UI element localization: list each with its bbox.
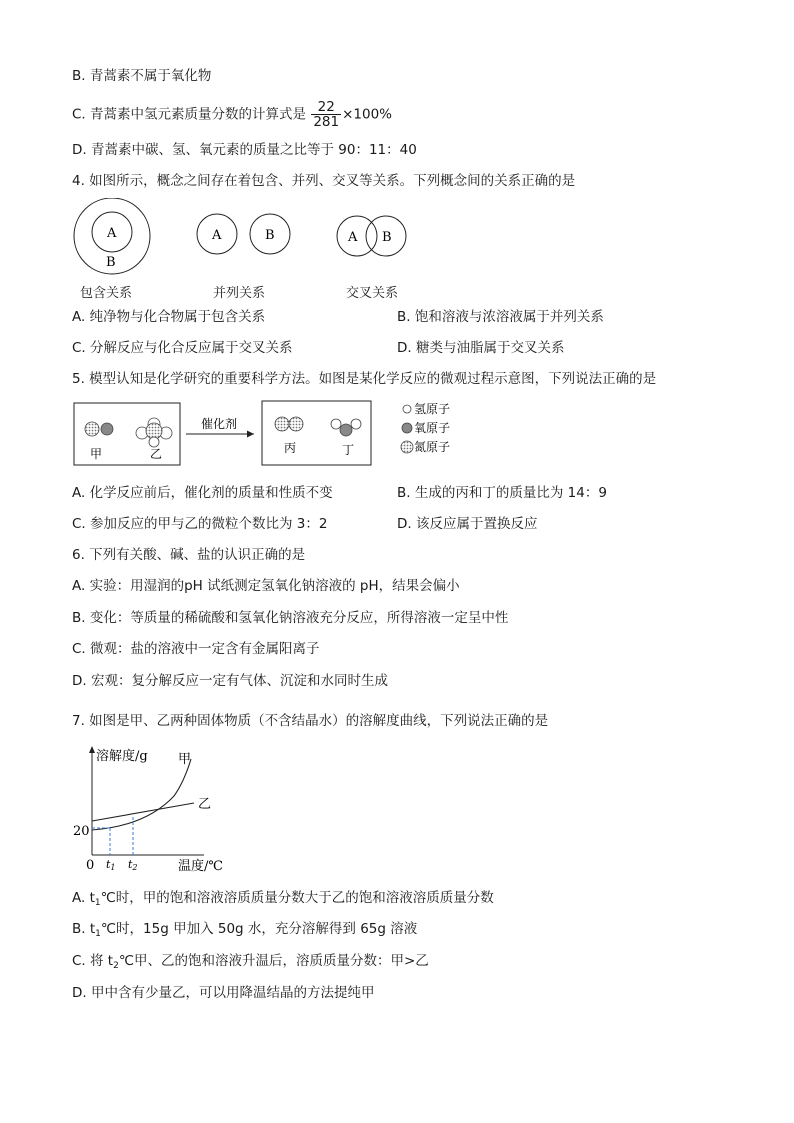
nitrogen-atom <box>85 422 99 436</box>
curve-label-yi: 乙 <box>198 797 212 812</box>
q6-option-a: A. 实验：用湿润的pH 试纸测定氢氧化钠溶液的 pH，结果会偏小 <box>72 578 460 594</box>
q4-option-a: A. 纯净物与化合物属于包含关系 <box>72 309 266 325</box>
q7-option-a <box>72 889 494 909</box>
hydrogen-atom <box>331 419 341 429</box>
hydrogen-fraction <box>311 100 341 129</box>
q7-option-c <box>72 952 429 972</box>
q7-stem: 7. 如图是甲、乙两种固体物质（不含结晶水）的溶解度曲线，下列说法正确的是 <box>72 713 549 729</box>
label-ding: 丁 <box>342 443 355 457</box>
q3-option-b: B. 青蒿素不属于氧化物 <box>72 68 212 84</box>
caption-containment: 包含关系 <box>80 286 133 301</box>
x-axis-label: 温度/℃ <box>178 859 223 874</box>
q5-option-c: C. 参加反应的甲与乙的微粒个数比为 3：2 <box>72 516 328 532</box>
oxygen-atom <box>340 424 352 436</box>
micro-reaction-diagram <box>70 396 470 472</box>
q6-stem: 6. 下列有关酸、碱、盐的认识正确的是 <box>72 547 306 563</box>
caption-parallel: 并列关系 <box>213 286 266 301</box>
q3-option-d: D. 青蒿素中碳、氢、氧元素的质量之比等于 90：11：40 <box>72 142 417 158</box>
q7-option-a-prefix: A. t <box>72 890 95 906</box>
q4-option-b: B. 饱和溶液与浓溶液属于并列关系 <box>397 309 604 325</box>
fraction-numerator: 22 <box>311 100 341 115</box>
fraction-denominator: 281 <box>313 114 340 130</box>
q3-option-c <box>72 100 392 129</box>
arrow-head <box>247 431 254 438</box>
curve-jia <box>92 759 191 830</box>
q3-option-c-suffix: ×100% <box>342 106 393 123</box>
q7-option-a-text: ℃时，甲的饱和溶液溶质质量分数大于乙的饱和溶液溶质质量分数 <box>100 890 494 906</box>
oxygen-atom <box>101 423 113 435</box>
solubility-curve-graph <box>66 742 246 876</box>
label-bing: 丙 <box>284 441 297 455</box>
tick-t1: t1 <box>106 858 116 872</box>
label-jia: 甲 <box>90 447 103 461</box>
y-axis-label: 溶解度/g <box>96 749 148 764</box>
q5-option-d: D. 该反应属于置换反应 <box>397 516 538 532</box>
q4-option-d: D. 糖类与油脂属于交叉关系 <box>397 340 565 356</box>
hydrogen-atom <box>149 437 159 447</box>
cross-label-b: B <box>382 230 392 245</box>
nitrogen-atom <box>275 417 289 431</box>
q3-option-c-text: C. 青蒿素中氢元素质量分数的计算式是 <box>72 106 307 123</box>
q7-option-a-subscript: 1 <box>94 898 101 908</box>
product-box <box>262 401 371 465</box>
legend-oxygen: 氧原子 <box>414 421 451 435</box>
q7-option-b-prefix: B. t <box>72 921 96 937</box>
parallel-label-a: A <box>212 228 222 243</box>
q5-stem: 5. 模型认知是化学研究的重要科学方法。如图是某化学反应的微观过程示意图，下列说法正确的是 <box>72 371 657 387</box>
y-tick-20: 20 <box>73 824 90 839</box>
q4-stem: 4. 如图所示，概念之间存在着包含、并列、交叉等关系。下列概念间的关系正确的是 <box>72 173 576 189</box>
q6-option-d: D. 宏观：复分解反应一定有气体、沉淀和水同时生成 <box>72 673 388 689</box>
hydrogen-atom <box>351 419 361 429</box>
q7-option-d: D. 甲中含有少量乙，可以用降温结晶的方法提纯甲 <box>72 985 375 1001</box>
legend-nitrogen-icon <box>401 441 413 453</box>
contain-label-b: B <box>106 255 116 270</box>
catalyst-label: 催化剂 <box>201 417 238 431</box>
q7-option-c-text: ℃甲、乙的饱和溶液升温后，溶质质量分数：甲>乙 <box>118 953 429 969</box>
q7-option-b-subscript: 1 <box>95 929 101 939</box>
legend-hydrogen: 氢原子 <box>414 402 451 416</box>
legend-nitrogen: 氮原子 <box>414 440 451 454</box>
q7-option-b-text: ℃时，15g 甲加入 50g 水，充分溶解得到 65g 溶液 <box>100 921 418 937</box>
q7-option-c-prefix: C. 将 t <box>72 953 114 969</box>
origin-label: 0 <box>86 858 95 873</box>
tick-t2: t2 <box>128 858 138 872</box>
q5-option-a: A. 化学反应前后，催化剂的质量和性质不变 <box>72 485 333 501</box>
label-yi: 乙 <box>150 447 163 461</box>
q5-option-b: B. 生成的丙和丁的质量比为 14：9 <box>397 485 607 501</box>
nitrogen-atom <box>289 417 303 431</box>
q6-option-c: C. 微观：盐的溶液中一定含有金属阳离子 <box>72 641 320 657</box>
cross-label-a: A <box>348 230 358 245</box>
parallel-label-b: B <box>265 228 275 243</box>
legend-oxygen-icon <box>402 423 412 433</box>
q7-option-b <box>72 920 417 940</box>
contain-label-a: A <box>107 226 117 241</box>
legend-hydrogen-icon <box>403 405 411 413</box>
q7-option-c-subscript: 2 <box>113 961 119 971</box>
q4-option-c: C. 分解反应与化合反应属于交叉关系 <box>72 340 293 356</box>
caption-intersection: 交叉关系 <box>346 286 399 301</box>
q6-option-b: B. 变化：等质量的稀硫酸和氢氧化钠溶液充分反应，所得溶液一定呈中性 <box>72 610 509 626</box>
y-axis-arrow <box>89 746 95 753</box>
curve-label-jia: 甲 <box>178 752 192 767</box>
